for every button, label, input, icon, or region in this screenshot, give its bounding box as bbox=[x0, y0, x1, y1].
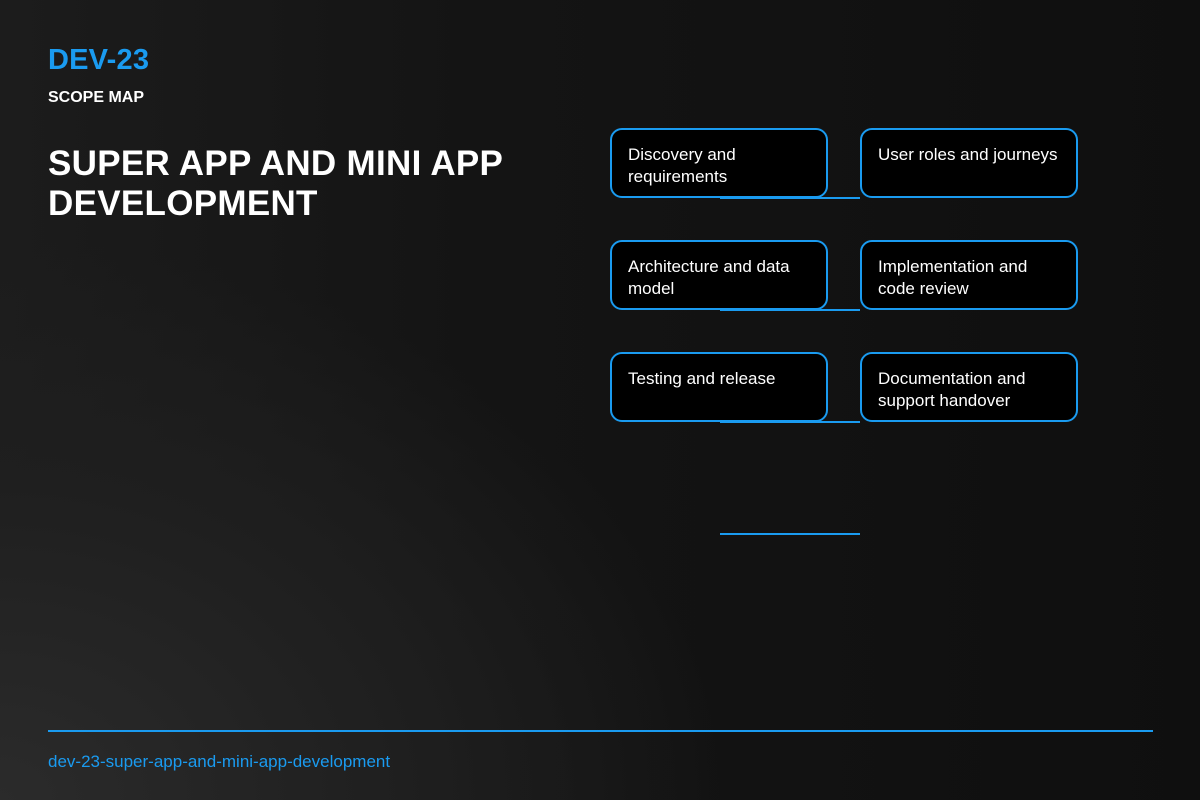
footer-slug: dev-23-super-app-and-mini-app-development bbox=[48, 752, 391, 771]
page-subtitle: SCOPE MAP bbox=[48, 89, 145, 106]
scope-node-discovery: Discovery and requirements bbox=[610, 128, 828, 198]
page-title: SUPER APP AND MINI APP DEVELOPMENT bbox=[48, 144, 503, 223]
scope-node-implementation: Implementation and code review bbox=[860, 240, 1078, 310]
project-code: DEV-23 bbox=[48, 44, 150, 76]
scope-node-testing: Testing and release bbox=[610, 352, 828, 422]
connector-line bbox=[720, 421, 860, 423]
scope-node-user-roles: User roles and journeys bbox=[860, 128, 1078, 198]
scope-node-architecture: Architecture and data model bbox=[610, 240, 828, 310]
connector-line bbox=[720, 197, 860, 199]
footer-divider bbox=[48, 730, 1153, 732]
connector-line bbox=[720, 309, 860, 311]
connector-line bbox=[720, 533, 860, 535]
scope-node-documentation: Documentation and support handover bbox=[860, 352, 1078, 422]
